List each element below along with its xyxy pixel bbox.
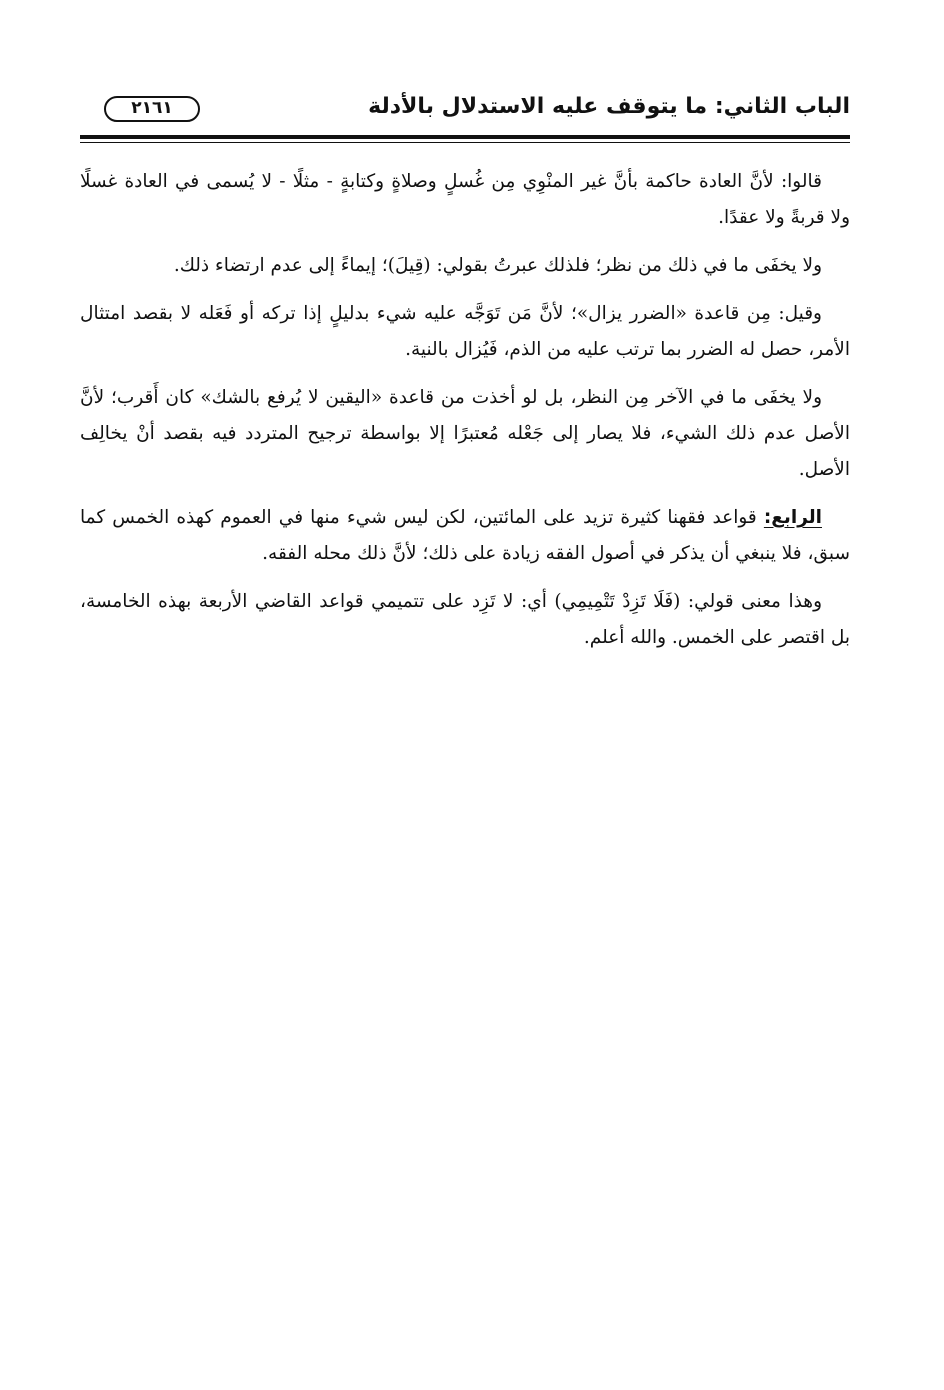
paragraph-4-text: ولا يخفَى ما في الآخر مِن النظر، بل لو أخذت من قاعدة «اليقين لا يُرفع بالشك» كان أَقرب؛ لأنَّ الأصل عدم ذلك الشيء، فلا يصار إلى جَعْله مُعتبرًا إلا بواسطة ترجيح المتردد فيه بقصد أنْ يخالِف الأصل. (80, 387, 850, 480)
book-page (80, 88, 850, 648)
paragraph-3-text: وقيل: مِن قاعدة «الضرر يزال»؛ لأنَّ مَن تَوَجَّه عليه شيء بدليلٍ إذا تركه أو فَعَله لا بقصد امتثال الأمر، حصل له الضرر بما ترتب عليه من الذم، فَيُزال بالنية. (80, 303, 850, 360)
paragraph-6 (80, 584, 850, 656)
body-text (80, 164, 850, 668)
paragraph-6-text: وهذا معنى قولي: (فَلَا تَزِدْ تَتْمِيمِي) أي: لا تَزِد على تتميمي قواعد القاضي الأربعة بهذه الخامسة، بل اقتصر على الخمس. والله أعلم. (80, 591, 850, 648)
header-rule-thin (80, 142, 850, 143)
paragraph-5-lead: الرابع: (763, 507, 822, 528)
paragraph-5-text: قواعد فقهنا كثيرة تزيد على المائتين، لكن ليس شيء منها في العموم كهذه الخمس كما سبق، فلا ينبغي أن يذكر في أصول الفقه زيادة على ذلك؛ لأنَّ ذلك محله الفقه. (80, 507, 850, 564)
paragraph-3 (80, 296, 850, 368)
paragraph-4 (80, 380, 850, 488)
paragraph-2 (80, 248, 850, 284)
paragraph-2-text: ولا يخفَى ما في ذلك من نظر؛ فلذلك عبرتُ بقولي: (قِيلَ)؛ إيماءً إلى عدم ارتضاء ذلك. (173, 255, 822, 276)
page-header (80, 88, 850, 134)
page-number-badge: ٢١٦١ (104, 96, 200, 122)
chapter-title: الباب الثاني: ما يتوقف عليه الاستدلال بالأدلة (368, 94, 850, 119)
header-rule-thick (80, 135, 850, 139)
paragraph-1-text: قالوا: لأنَّ العادة حاكمة بأنَّ غير المنْوِي مِن غُسلٍ وصلاةٍ وكتابةٍ - مثلًا - لا يُسمى في العادة غسلًا ولا قربةً ولا عقدًا. (80, 171, 850, 228)
paragraph-5 (80, 500, 850, 572)
paragraph-1 (80, 164, 850, 236)
